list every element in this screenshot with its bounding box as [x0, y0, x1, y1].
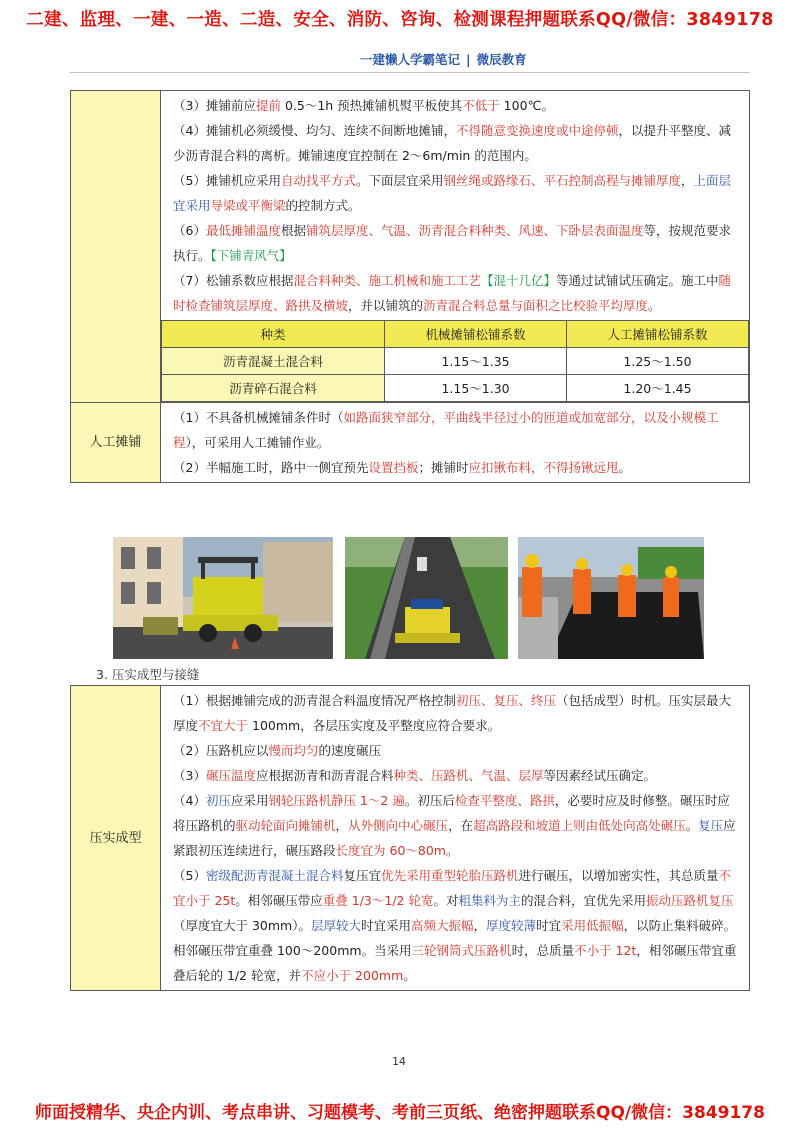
loose-coefficient-table	[161, 320, 749, 402]
brand-separator: |	[466, 52, 471, 67]
paving-label-cell	[71, 91, 161, 403]
compaction-label: 压实成型	[71, 686, 161, 991]
paving-item-6: （6）最低摊铺温度根据铺筑层厚度、气温、沥青混合料种类、风速、下卧层表面温度等，按规范要求执行。【下铺青风气】	[173, 223, 732, 263]
manual-item-1: （1）不具备机械摊铺条件时（如路面狭窄部分，平曲线半径过小的匝道或加宽部分，以及小规模工程），可采用人工摊铺作业。	[173, 410, 719, 450]
coef-header-manual: 人工摊铺松铺系数	[567, 321, 749, 348]
coef-kind: 沥青混凝土混合料	[162, 348, 385, 375]
photo-manual-paving	[518, 537, 704, 659]
brand-header	[360, 50, 527, 68]
header-rule	[70, 72, 750, 73]
photo-paver-street	[113, 537, 333, 659]
compaction-item-3: （3）碾压温度应根据沥青和沥青混合料种类、压路机、气温、层厚等因素经试压确定。	[173, 768, 657, 783]
coef-row	[162, 375, 749, 402]
compaction-content	[161, 686, 750, 991]
section-title: 3. 压实成型与接缝	[96, 667, 200, 682]
paving-item-7: （7）松铺系数应根据混合料种类、施工机械和施工工艺【混十几亿】等通过试铺试压确定。施工中随时检查铺筑层厚度、路拱及横坡，并以铺筑的沥青混合料总量与面积之比校验平均厚度。	[173, 273, 732, 313]
paving-item-4: （4）摊铺机必须缓慢、均匀、连续不间断地摊铺，不得随意变换速度或中途停顿，以提升平整度、减少沥青混合料的离析。摊铺速度宜控制在 2～6m/min 的范围内。	[173, 123, 731, 163]
compaction-item-5: （5）密级配沥青混凝土混合料复压宜优先采用重型轮胎压路机进行碾压，以增加密实性，其总质量不宜小于 25t。相邻碾压带应重叠 1/3～1/2 轮宽。对粗集料为主的混合料，宜优先采用振动压路机复压（厚度宜大于 30mm）。层厚较大时宜采用高频大振幅，厚度较薄时宜采用低振幅，以防止集料破碎。相邻碾压带宜重叠 100～200mm。当采用三轮钢筒式压路机时，总质量不小于 12t，相邻碾压带宜重叠后轮的 1/2 轮宽，并不应小于 200mm。	[173, 868, 737, 983]
compaction-item-1: （1）根据摊铺完成的沥青混合料温度情况严格控制初压、复压、终压（包括成型）时机。压实层最大厚度不宜大于 100mm，各层压实度及平整度应符合要求。	[173, 693, 731, 733]
manual-item-2: （2）半幅施工时，路中一侧宜预先设置挡板；摊铺时应扣锹布料，不得扬锹远甩。	[173, 460, 632, 475]
paving-item-5: （5）摊铺机应采用自动找平方式。下面层宜采用钢丝绳或路缘石、平石控制高程与摊铺厚度，上面层宜采用导梁或平衡梁的控制方式。	[173, 173, 732, 213]
promo-banner-top: 二建、监理、一建、一造、二造、安全、消防、咨询、检测课程押题联系QQ/微信：3849178	[26, 10, 774, 30]
paving-content	[161, 91, 750, 403]
brand-right: 微辰教育	[476, 52, 527, 67]
coef-header-kind: 种类	[162, 321, 385, 348]
promo-banner-bottom: 师面授精华、央企内训、考点串讲、习题模考、考前三页纸、绝密押题联系QQ/微信：3849178	[35, 1103, 765, 1123]
manual-paving-label: 人工摊铺	[71, 403, 161, 483]
paving-item-3: （3）摊铺前应提前 0.5～1h 预热摊铺机熨平板使其不低于 100℃。	[173, 98, 555, 113]
coef-header-machine: 机械摊铺松铺系数	[385, 321, 567, 348]
compaction-table	[70, 685, 750, 991]
compaction-item-4: （4）初压应采用钢轮压路机静压 1～2 遍。初压后检查平整度、路拱，必要时应及时修整。碾压时应将压路机的驱动轮面向摊铺机，从外侧向中心碾压，在超高路段和坡道上则由低处向高处碾压。复压应紧跟初压连续进行，碾压路段长度宜为 60～80m。	[173, 793, 736, 858]
coef-machine: 1.15～1.35	[385, 348, 567, 375]
paving-table	[70, 90, 750, 483]
coef-manual: 1.20～1.45	[567, 375, 749, 402]
brand-left: 一建懒人学霸笔记	[360, 52, 461, 67]
compaction-item-2: （2）压路机应以慢而均匀的速度碾压	[173, 743, 381, 758]
coef-header-row	[162, 321, 749, 348]
photo-paver-highway	[345, 537, 508, 659]
coef-row	[162, 348, 749, 375]
coef-manual: 1.25～1.50	[567, 348, 749, 375]
page-number: 14	[392, 1055, 406, 1068]
manual-paving-content	[161, 403, 750, 483]
coef-machine: 1.15～1.30	[385, 375, 567, 402]
coef-kind: 沥青碎石混合料	[162, 375, 385, 402]
